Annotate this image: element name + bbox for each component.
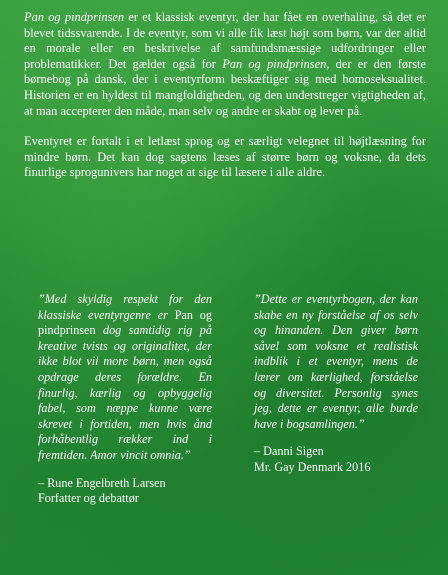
intro-text-b: , der er den første børnebog på dansk, der i eventyrform beskæftiger sig med homoseksualitet. Historien er en hyldest til mangfoldigheden, og den understreger vigtigheden af, at man accepterer den måde, man selv og andre er skabt og lever på. (24, 56, 426, 118)
intro-text-a: er et klassisk eventyr, der har fået en overhaling, så det er blevet tidssvarende. I de eventyr, som vi alle fik læst højt som børn, var der altid en morale eller en beskrivelse af samfundsmæssige udfordringer eller problematikker. Det gælder også for (24, 10, 427, 71)
review-right (254, 292, 418, 476)
review-attribution (254, 444, 418, 475)
quote-text-b: dog samtidig rig på kreative tvists og originalitet, der ikke blot vil more børn, men også opdrage deres forældre. En finurlig, kærlig og opbyggelig fabel, som næppe kunne være skrevet i fortiden, men hvis ånd forhåbentlig rækker ind i fremtiden. Amor vincit omnia.” (38, 323, 212, 462)
book-title: Pan og pindprinsen (24, 10, 125, 24)
review-quote (38, 292, 212, 464)
review-attribution (38, 476, 212, 507)
intro-paragraph-1 (24, 10, 426, 119)
description-text (24, 10, 426, 196)
review-author: – Danni Sigen (254, 444, 324, 459)
review-author-role: Forfatter og debattør (38, 491, 139, 506)
review-quote: ”Dette er eventyrbogen, der kan skabe en ny forståelse af os selv og hinanden. Den giver børn såvel som voksne et realistisk indblik i et eventyr, mens de lærer om kærlighed, forståelse og diversitet. Personlig synes jeg, dette er eventyr, alle burde have i bogsamlingen.” (254, 292, 418, 431)
review-author-role: Mr. Gay Denmark 2016 (254, 459, 371, 474)
intro-paragraph-2: Eventyret er fortalt i et letlæst sprog og er særligt velegnet til højtlæsning for mindre børn. Det kan dog sagtens læses af større børn og voksne, da dets finurlige sprogunivers har noget at sige til læsere i alle aldre. (24, 134, 426, 180)
review-left (38, 292, 212, 507)
review-author: – Rune Engelbreth Larsen (38, 475, 166, 490)
quote-book-title: Pan og pindprinsen (38, 307, 212, 338)
book-title: Pan og pindprinsen (222, 56, 327, 71)
quote-text-a: ”Med skyldig respekt for den klassiske eventyrgenre er (38, 292, 212, 322)
